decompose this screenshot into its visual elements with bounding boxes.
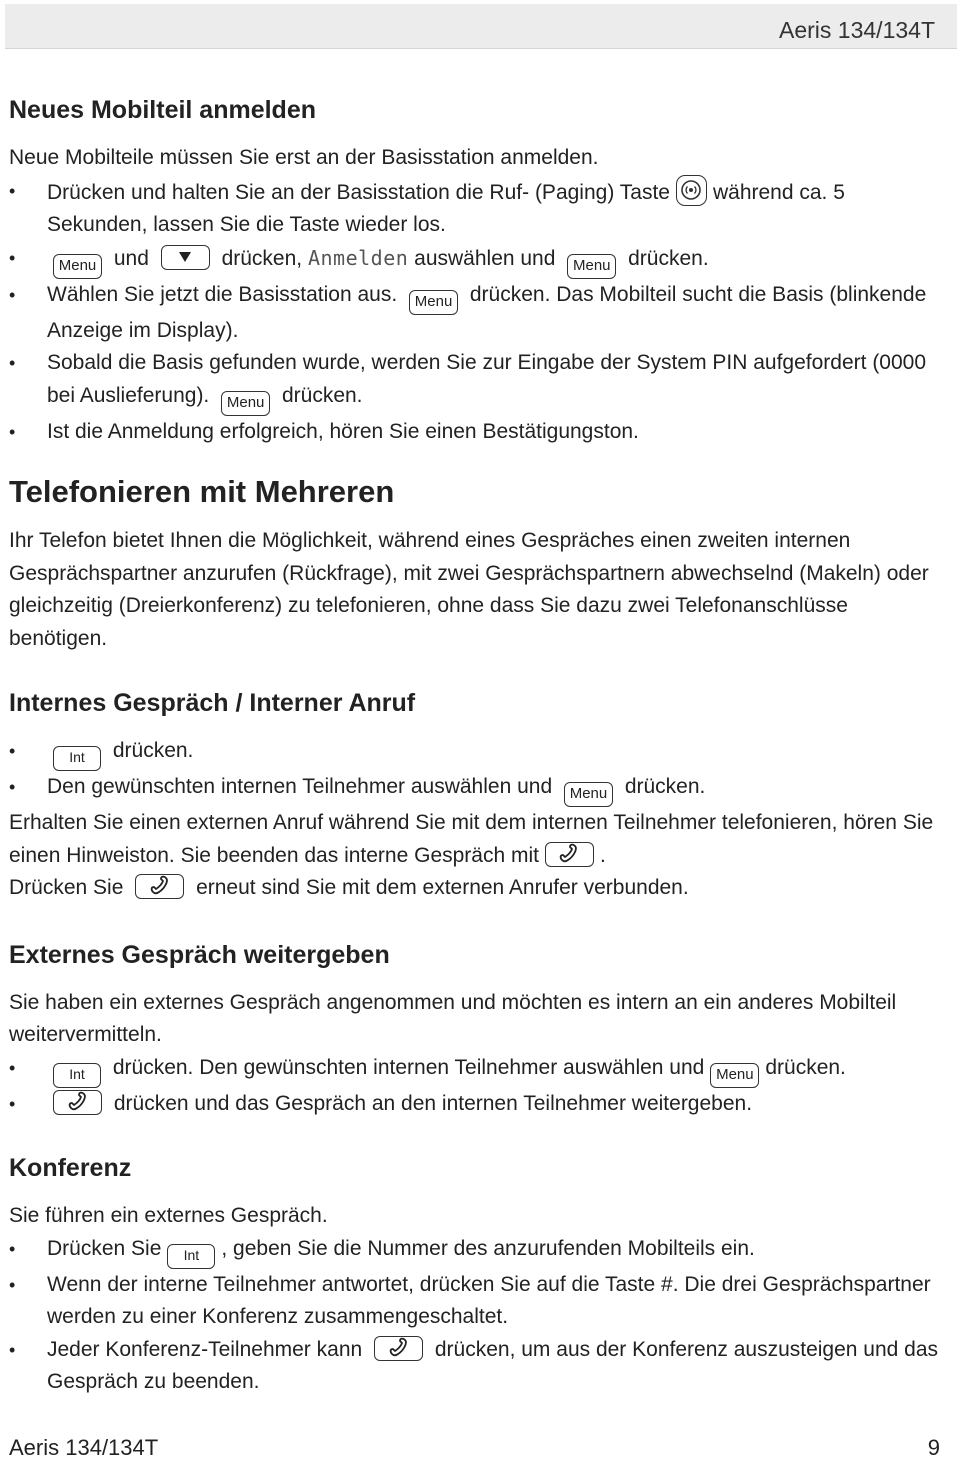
page-content [9, 92, 944, 1399]
display-text-anmelden: Anmelden [307, 245, 409, 270]
footer-model: Aeris 134/134T [9, 1435, 159, 1460]
internal-call-steps [9, 735, 944, 807]
menu-key-icon: Menu [567, 254, 616, 279]
heading-conference: Konferenz [9, 1154, 132, 1182]
menu-key-icon: Menu [564, 782, 613, 807]
list-item: • drücken und das Gespräch an den internen Teilnehmer weitergeben. [9, 1088, 944, 1121]
internal-call-resume: Drücken Sie erneut sind Sie mit dem externen Anrufer verbunden. [9, 876, 689, 899]
menu-key-icon: Menu [53, 254, 102, 279]
page-number: 9 [927, 1435, 940, 1460]
multi-party-body: Ihr Telefon bietet Ihnen die Möglichkeit, während eines Gespräches einen zweiten internen Gesprächspartner anzurufen (Rückfrage), mit zwei Gesprächspartnern abwechselnd (Makeln) oder gleichzeitig (Dreierkonferenz) zu telefonieren, ohne dass Sie dazu zwei Telefonanschlüsse benötigen. [9, 529, 929, 650]
list-item: • Drücken und halten Sie an der Basisstation die Ruf- (Paging) Taste während ca. 5 Sekunden, lassen Sie die Taste wieder los. [9, 175, 944, 242]
int-key-icon: Int [167, 1244, 215, 1269]
transfer-steps [9, 1052, 944, 1121]
phone-key-icon [545, 842, 594, 867]
internal-call-note: Erhalten Sie einen externen Anruf während Sie mit dem internen Teilnehmer telefonieren, hören Sie einen Hinweiston. Sie beenden das interne Gespräch mit . [9, 811, 934, 867]
conference-intro: Sie führen ein externes Gespräch. [9, 1204, 328, 1227]
down-arrow-key-icon [161, 245, 210, 270]
register-intro: Neue Mobilteile müssen Sie erst an der Basisstation anmelden. [9, 146, 599, 169]
header-bar [5, 4, 957, 49]
int-key-icon: Int [53, 746, 101, 771]
paging-key-icon [676, 175, 707, 206]
list-item: • Ist die Anmeldung erfolgreich, hören Sie einen Bestätigungston. [9, 416, 944, 449]
header-title: Aeris 134/134T [779, 17, 935, 43]
phone-key-icon [53, 1090, 102, 1115]
menu-key-icon: Menu [409, 290, 458, 315]
heading-register-handset: Neues Mobilteil anmelden [9, 96, 317, 124]
list-item: • Int drücken. Den gewünschten internen Teilnehmer auswählen und Menu drücken. [9, 1052, 944, 1088]
list-item: • Wählen Sie jetzt die Basisstation aus. Menu drücken. Das Mobilteil sucht die Basis (blinkende Anzeige im Display). [9, 279, 944, 348]
conference-steps [9, 1233, 944, 1399]
list-item: • Sobald die Basis gefunden wurde, werden Sie zur Eingabe der System PIN aufgefordert (0000 bei Auslieferung). Menu drücken. [9, 347, 944, 416]
list-item: • Den gewünschten internen Teilnehmer auswählen und Menu drücken. [9, 771, 944, 807]
menu-key-icon: Menu [221, 391, 270, 416]
heading-internal-call: Internes Gespräch / Interner Anruf [9, 689, 416, 717]
register-steps [9, 175, 944, 449]
list-item: • Int drücken. [9, 735, 944, 771]
phone-key-icon [374, 1336, 423, 1361]
list-item: • Drücken Sie Int , geben Sie die Nummer des anzurufenden Mobilteils ein. [9, 1233, 944, 1269]
transfer-intro: Sie haben ein externes Gespräch angenommen und möchten es intern an ein anderes Mobilteil weitervermitteln. [9, 990, 897, 1046]
list-item: • Jeder Konferenz-Teilnehmer kann drücken, um aus der Konferenz auszusteigen und das Gespräch zu beenden. [9, 1334, 944, 1399]
list-item: • Menu und drücken, Anmelden auswählen und Menu drücken. [9, 242, 944, 279]
list-item: • Wenn der interne Teilnehmer antwortet, drücken Sie auf die Taste #. Die drei Gesprächspartner werden zu einer Konferenz zusammengeschaltet. [9, 1269, 944, 1334]
heading-multi-party: Telefonieren mit Mehreren [9, 474, 395, 509]
heading-transfer-call: Externes Gespräch weitergeben [9, 940, 390, 969]
phone-key-icon [135, 874, 184, 899]
menu-key-icon: Menu [710, 1063, 759, 1088]
int-key-icon: Int [53, 1063, 101, 1088]
